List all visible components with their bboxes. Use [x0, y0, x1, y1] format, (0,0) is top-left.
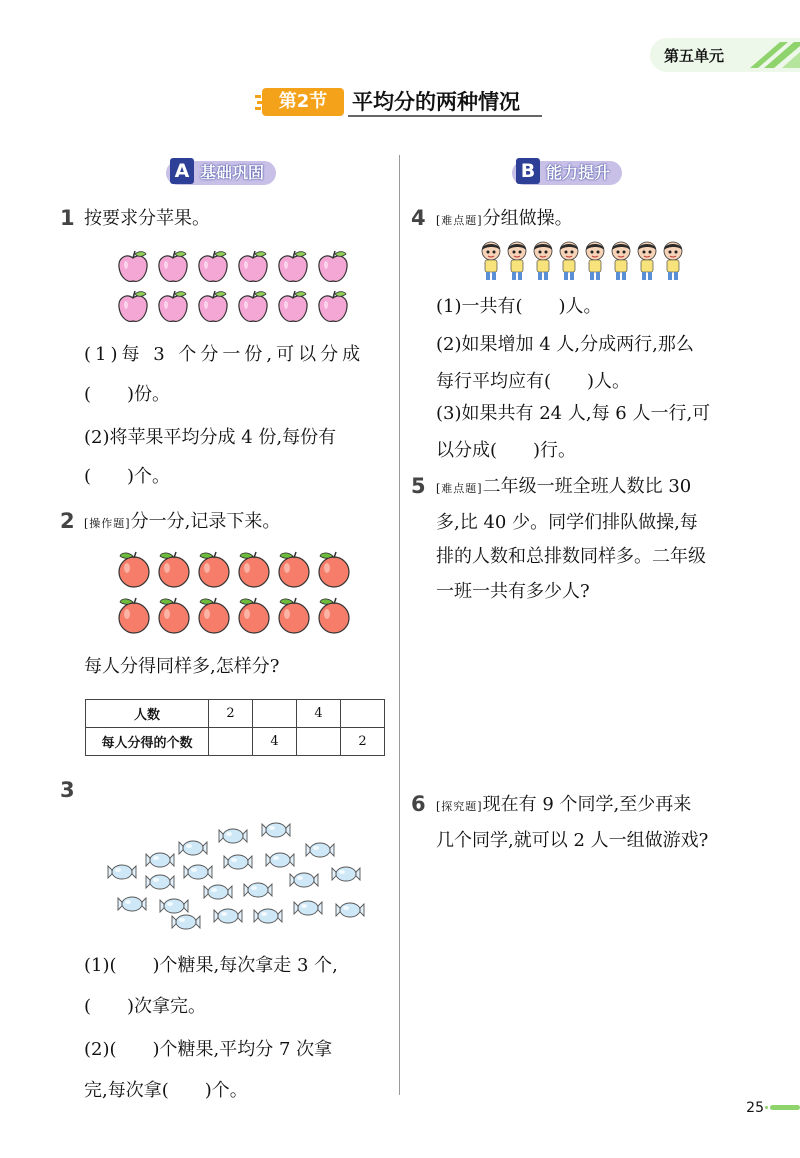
- stripes-decoration-icon: [740, 38, 800, 72]
- problem-number-3: 3: [60, 778, 75, 802]
- unit-label: 第五单元: [664, 47, 725, 65]
- problem-5-line1: [436, 476, 691, 500]
- problem-3-q2-line1: [84, 1039, 332, 1061]
- problem-4-q2-line1: (2)如果增加 4 人,分成两行,那么: [436, 334, 694, 355]
- paren-open: (: [84, 466, 92, 487]
- table-cell[interactable]: [297, 728, 341, 756]
- problem-1-q1-line2: [84, 384, 170, 406]
- apples-illustration: [118, 248, 358, 324]
- problem-2-stem-line: [84, 511, 280, 535]
- problem-3-q1-line1: [84, 955, 338, 977]
- children-illustration: [478, 240, 698, 282]
- problem-number-6: 6: [411, 792, 426, 816]
- q3-text: 以分成(: [436, 440, 498, 461]
- peaches-illustration: [118, 550, 358, 638]
- problem-4-q3-line2: [436, 440, 576, 462]
- q1-text: )个糖果,每次拿走 3 个,: [152, 955, 338, 976]
- problem-2-stem: 分一分,记录下来。: [130, 511, 281, 532]
- paren-open: (: [84, 384, 92, 405]
- problem-number-5: 5: [411, 474, 426, 498]
- paren-close: )个。: [127, 466, 171, 487]
- table-cell-header: 人数: [86, 700, 209, 728]
- table-row: [86, 700, 385, 728]
- q2-text: 每行平均应有(: [436, 371, 552, 392]
- q2-text-2: 完,每次拿(: [84, 1080, 169, 1101]
- problem-number-1: 1: [60, 206, 75, 230]
- badge-letter-a: A: [170, 158, 194, 184]
- problem-3-q2-line2: [84, 1080, 248, 1102]
- q1-text: (1)一共有(: [436, 296, 523, 317]
- problem-1-q2-line2: [84, 466, 170, 488]
- section-title: 平均分的两种情况: [352, 90, 520, 114]
- table-cell: 4: [253, 728, 297, 756]
- paren-open: (: [84, 996, 92, 1017]
- problem-4-q2-line2: [436, 371, 630, 393]
- problem-2-question: 每人分得同样多,怎样分?: [84, 656, 280, 677]
- table-cell: 4: [297, 700, 341, 728]
- paren-close: )个。: [204, 1080, 248, 1101]
- problem-5-text: 二年级一班全班人数比 30: [482, 476, 692, 497]
- table-cell: 2: [209, 700, 253, 728]
- problem-4-q3-line1: (3)如果共有 24 人,每 6 人一行,可: [436, 403, 711, 424]
- paren-close: )行。: [533, 440, 577, 461]
- problem-4-q1: [436, 296, 602, 318]
- problem-5-line3: 排的人数和总排数同样多。二年级: [436, 546, 706, 567]
- paren-close: )人。: [558, 296, 602, 317]
- q2-text: )个糖果,平均分 7 次拿: [152, 1039, 333, 1060]
- paren-close: )次拿完。: [127, 996, 207, 1017]
- paren-open: (1)(: [84, 955, 117, 976]
- problem-4-stem: 分组做操。: [482, 208, 573, 229]
- problem-6-line2: 几个同学,就可以 2 人一组做游戏?: [436, 830, 709, 851]
- page-bar-decoration: [770, 1105, 800, 1110]
- badge-advanced: [512, 161, 622, 185]
- problem-number-2: 2: [60, 509, 75, 533]
- problem-1-q2-line1: (2)将苹果平均分成 4 份,每份有: [84, 427, 337, 448]
- problem-3-q1-line2: [84, 996, 206, 1018]
- table-cell: 2: [341, 728, 385, 756]
- problem-5-line4: 一班一共有多少人?: [436, 581, 590, 602]
- badge-letter-b: B: [516, 158, 540, 184]
- section-tag: 第2节: [262, 88, 344, 116]
- problem-5-line2: 多,比 40 少。同学们排队做操,每: [436, 512, 698, 533]
- candies-illustration: [104, 818, 374, 938]
- table-row: [86, 728, 385, 756]
- table-cell[interactable]: [209, 728, 253, 756]
- problem-tag: [探究题]: [436, 800, 483, 813]
- problem-1-stem: 按要求分苹果。: [84, 208, 210, 229]
- paren-open: (2)(: [84, 1039, 117, 1060]
- badge-basic: [166, 161, 276, 185]
- page-number: 25: [746, 1100, 764, 1116]
- badge-label-a: 基础巩固: [200, 163, 265, 182]
- problem-4-stem-line: [436, 208, 573, 232]
- column-divider: [399, 155, 400, 1095]
- paren-close: )人。: [587, 371, 631, 392]
- table-cell[interactable]: [253, 700, 297, 728]
- table-cell[interactable]: [341, 700, 385, 728]
- unit-tag: [650, 38, 800, 72]
- paren-close: )份。: [127, 384, 171, 405]
- badge-label-b: 能力提升: [546, 163, 611, 182]
- title-underline: [348, 115, 542, 117]
- problem-1-q1-line1: (1)每 3 个分一份,可以分成: [84, 344, 365, 365]
- problem-6-line1: [436, 794, 691, 818]
- problem-tag: [难点题]: [436, 482, 483, 495]
- division-table: [85, 699, 385, 756]
- problem-6-text: 现在有 9 个同学,至少再来: [482, 794, 692, 815]
- table-cell-header: 每人分得的个数: [86, 728, 209, 756]
- problem-number-4: 4: [411, 206, 426, 230]
- page-dot-decoration: [765, 1106, 768, 1109]
- problem-tag: [操作题]: [84, 517, 131, 530]
- problem-tag: [难点题]: [436, 214, 483, 227]
